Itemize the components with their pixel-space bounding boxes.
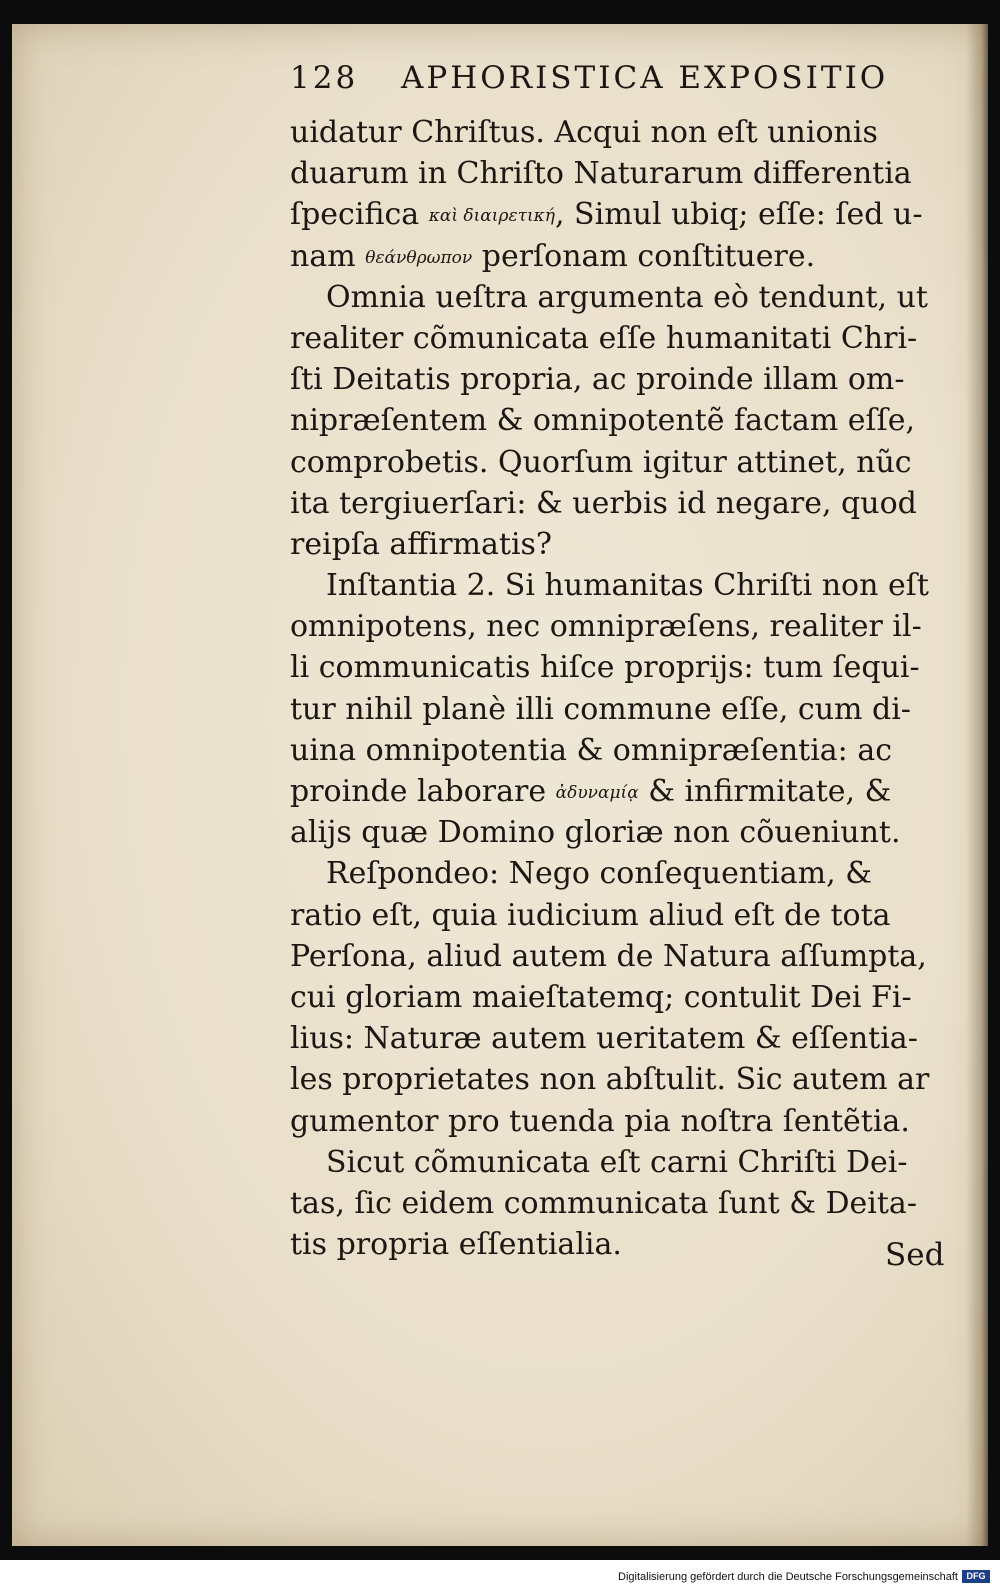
text-line [290,1018,950,1059]
text-line [290,1101,950,1142]
text-line [290,812,950,853]
greek-phrase: καὶ διαιρετική [428,206,555,227]
text-run: nam [290,238,366,274]
greek-phrase: ἀδυναμίᾳ [555,783,639,803]
catchword: Sed [885,1237,945,1273]
text-run: tur nihil planè illi commune eſſe, cum di- [290,691,911,727]
text-line [290,1183,950,1224]
text-line [290,1224,950,1265]
text-run: duarum in Chriſto Naturarum differentia [290,156,912,192]
text-line [290,153,950,194]
running-head [290,60,940,110]
text-run: ita tergiuerſari: & uerbis id negare, quod [290,485,917,521]
text-run: alijs quæ Domino gloriæ non cõueniunt. [290,815,901,851]
text-run: li communicatis hiſce proprijs: tum ſequi- [290,650,920,686]
page-number: 128 [290,60,359,96]
text-line [290,771,950,812]
text-run: Inſtantia 2. Si humanitas Chriſti non eſt [326,568,929,604]
text-run: realiter cõmunicata eſſe humanitati Chri- [290,320,918,356]
text-line [290,936,950,977]
text-line [290,318,950,359]
text-line [290,1142,950,1183]
text-run: comprobetis. Quorſum igitur attinet, nũc [290,444,912,480]
text-line [290,483,950,524]
text-line [290,194,950,235]
text-run: Sicut cõmunicata eſt carni Chriſti Dei- [326,1144,908,1180]
text-run: lius: Naturæ autem ueritatem & eſſentia- [290,1021,918,1057]
text-run: gumentor pro tuenda pia noſtra ſentẽtia. [290,1103,910,1139]
text-line [290,606,950,647]
text-line [290,565,950,606]
greek-phrase: θεάνθρωπον [365,247,473,268]
text-run: Perſona, aliud autem de Natura aſſumpta, [290,938,927,974]
text-run: & infirmitate, & [638,774,892,809]
text-run: nipræſentem & omnipotentẽ factam eſſe, [290,403,916,439]
text-run: ſti Deitatis propria, ac proinde illam om- [290,362,905,398]
text-run: ratio eſt, quia iudicium aliud eſt de tota [290,897,891,933]
text-run: tas, ſic eidem communicata ſunt & Deita- [290,1185,917,1221]
text-run: tis propria eſſentialia. [290,1227,622,1263]
text-line [290,236,950,277]
text-line [290,895,950,936]
text-run: ſpecifica [290,197,429,233]
dfg-logo: DFG [962,1570,990,1583]
text-line [290,400,950,441]
running-title: APHORISTICA EXPOSITIO [401,60,889,96]
text-run: perſonam conſtituere. [472,238,816,274]
text-line [290,277,950,318]
text-run: les proprietates non abſtulit. Sic autem ar [290,1062,930,1098]
text-run: , Simul ubiq; eſſe: ſed u- [554,197,923,233]
text-run: cui gloriam maieſtatemq; contulit Dei Fi- [290,979,912,1015]
body-text [290,112,950,1265]
text-run: omnipotens, nec omnipræſens, realiter il- [290,609,922,645]
text-line [290,647,950,688]
text-run: uina omnipotentia & omnipræſentia: ac [290,732,893,768]
text-line [290,853,950,894]
text-line [290,112,950,153]
text-run: reipſa affirmatis? [290,526,553,562]
text-line [290,730,950,771]
text-run: uidatur Chriſtus. Acqui non eſt unionis [290,115,878,150]
digitization-credit: Digitalisierung gefördert durch die Deutsche Forschungsgemeinschaft [618,1571,958,1583]
text-line [290,1059,950,1100]
text-run: Reſpondeo: Nego conſequentiam, & [326,856,872,892]
text-line [290,442,950,483]
text-line [290,977,950,1018]
text-line [290,689,950,730]
text-run: Omnia ueſtra argumenta eò tendunt, ut [326,279,928,315]
text-line [290,524,950,565]
page-edge-shadow [966,24,988,1546]
text-run: proinde laborare [290,774,556,809]
text-line [290,359,950,400]
